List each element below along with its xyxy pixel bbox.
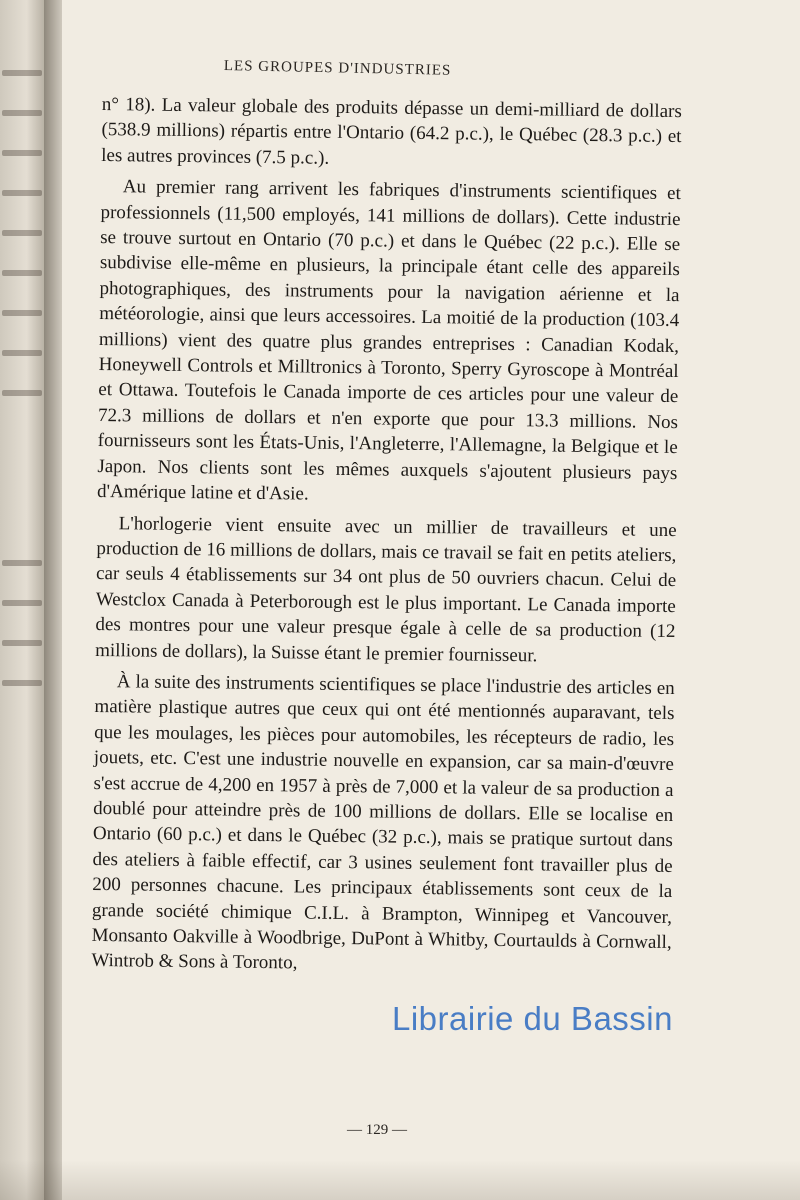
facing-page-edge <box>0 0 44 1200</box>
paragraph: n° 18). La valeur globale des produits dépasse un demi-milliard de dollars (538.9 millions) répartis entre l'Ontario (64.2 p.c.), le Québec (28.3 p.c.) et les autres provinces (7.5 p.c.). <box>101 93 682 169</box>
paragraph: À la suite des instruments scientifiques se place l'industrie des articles en matière plastique autres que ceux qui ont été mentionnés auparavant, tels que les moulages, les pièces pour automobiles, les récepteurs de radio, les jouets, etc. C'est une industrie nouvelle en expansion, car sa main-d'œuvre s'est accrue de 4,200 en 1957 à près de 7,000 et la valeur de sa production a doublé pour atteindre près de 100 millions de dollars. Elle se localise en Ontario (60 p.c.) et dans le Québec (32 p.c.), mais se pratique surtout dans des ateliers à faible effectif, car 3 usines seulement font travailler plus de 200 personnes chacune. Les principaux établissements sont ceux de la grande société chimique C.I.L. à Brampton, Winnipeg et Vancouver, Monsanto Oakville à Woodbrige, DuPont à Whitby, Courtaulds à Cornwall, Wintrob & Sons à Toronto, <box>91 671 675 974</box>
page-number: — 129 — <box>347 1122 407 1138</box>
paragraph: Au premier rang arrivent les fabriques d'instruments scientifiques et professionnels (11,500 employés, 141 millions de dollars). Cette industrie se trouve surtout en Ontario (70 p.c.) et dans le Québec (22 p.c.). Elle se subdivise elle-même en plusieurs, la principale étant celle des appareils photographiques, des instruments pour la navigation aérienne et la météorologie, ainsi que leurs accessoires. La moitié de la production (103.4 millions) vient des quatre plus grandes entreprises : Canadian Kodak, Honeywell Controls et Milltronics à Toronto, Sperry Gyroscope à Montréal et Ottawa. Toutefois le Canada importe de ces articles pour une valeur de 72.3 millions de dollars et n'en exporte que pour 13.3 millions. Nos fournisseurs sont les États-Unis, l'Angleterre, l'Allemagne, la Belgique et le Japon. Nos clients sont les mêmes auxquels s'ajoutent plusieurs pays d'Amérique latine et d'Asie. <box>96 176 681 505</box>
seller-watermark: Librairie du Bassin <box>392 1000 673 1037</box>
book-gutter <box>44 0 62 1200</box>
body-text <box>91 92 682 981</box>
running-head: LES GROUPES D'INDUSTRIES <box>223 58 452 79</box>
paragraph: L'horlogerie vient ensuite avec un millier de travailleurs et une production de 16 millions de dollars, mais ce travail se fait en petits ateliers, car seuls 4 établissements sur 34 ont plus de 50 ouvriers chacun. Celui de Westclox Canada à Peterborough est le plus important. Le Canada importe des montres pour une valeur presque égale à celle de sa production (12 millions de dollars), la Suisse étant le premier fournisseur. <box>95 512 677 666</box>
page-shadow <box>0 1160 800 1200</box>
